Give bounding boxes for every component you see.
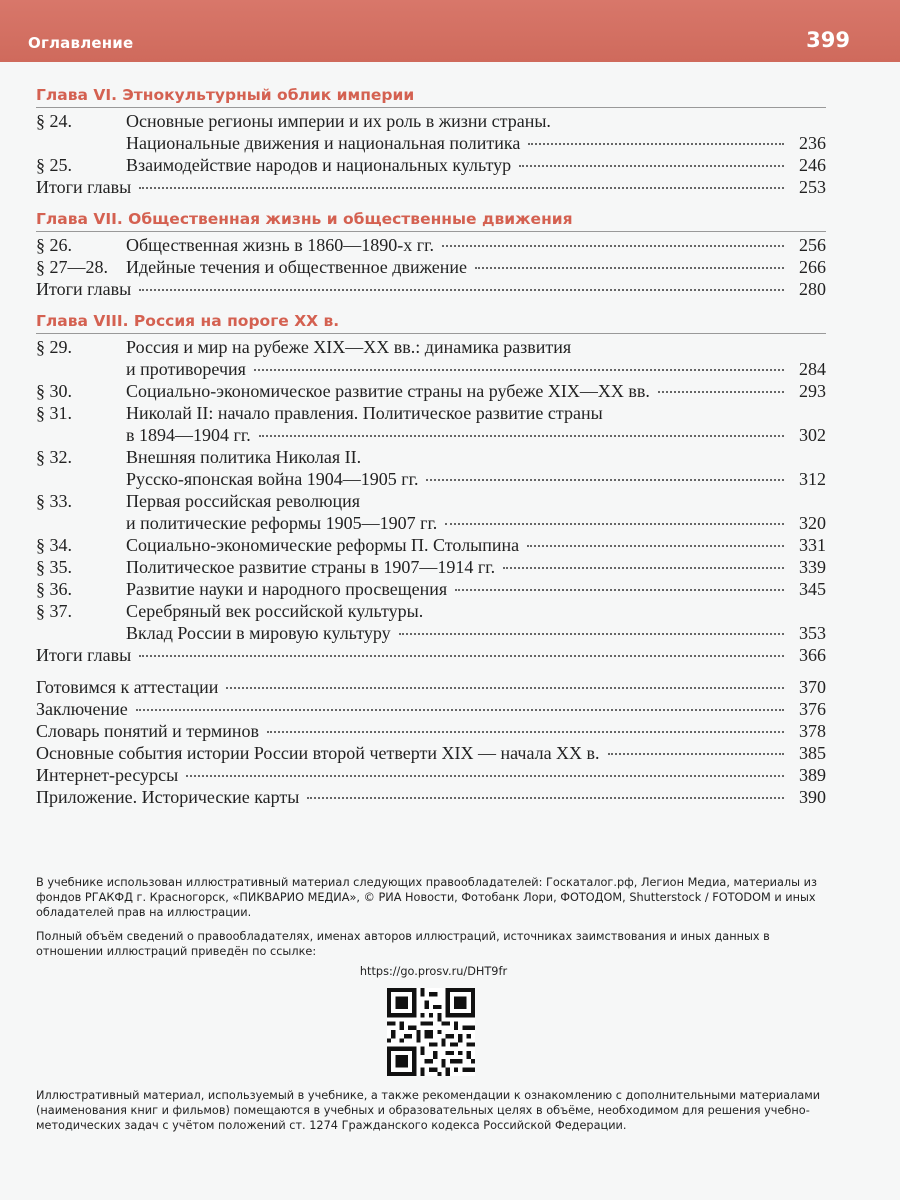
toc-entry-events[interactable]: Основные события истории России второй четверти XIX — начала XX в. 385 bbox=[36, 743, 826, 763]
toc-entry-ch8-summary[interactable]: Итоги главы 366 bbox=[36, 645, 826, 665]
toc-entry-31-cont[interactable]: в 1894—1904 гг. 302 bbox=[126, 425, 826, 445]
toc-entry-conclusion[interactable]: Заключение 376 bbox=[36, 699, 826, 719]
table-of-contents bbox=[36, 86, 826, 808]
credits-paragraph-2: Полный объём сведений о правообладателях, именах авторов иллюстраций, источниках заимствования и иных данных в отношении иллюстраций приведён по ссылке: bbox=[36, 930, 770, 958]
dot-leader bbox=[254, 369, 784, 371]
toc-entry-29[interactable]: § 29. Россия и мир на рубеже XIX—XX вв.: динамика развития bbox=[36, 337, 572, 357]
chapter-6-title: Глава VI. Этнокультурный облик империи bbox=[36, 86, 826, 108]
toc-entry-33[interactable]: § 33. Первая российская революция bbox=[36, 491, 361, 511]
dot-leader bbox=[307, 797, 784, 799]
dot-leader bbox=[608, 753, 784, 755]
toc-entry-34[interactable]: § 34. Социально-экономические реформы П. Столыпина 331 bbox=[36, 535, 826, 555]
image-credits bbox=[36, 875, 831, 979]
toc-entry-35[interactable]: § 35. Политическое развитие страны в 1907—1914 гг. 339 bbox=[36, 557, 826, 577]
dot-leader bbox=[528, 143, 784, 145]
toc-entry-32[interactable]: § 32. Внешняя политика Николая II. bbox=[36, 447, 362, 467]
toc-entry-maps[interactable]: Приложение. Исторические карты 390 bbox=[36, 787, 826, 807]
dot-leader bbox=[136, 709, 784, 711]
dot-leader bbox=[267, 731, 784, 733]
header-title: Оглавление bbox=[28, 34, 134, 52]
toc-entry-37-cont[interactable]: Вклад России в мировую культуру 353 bbox=[126, 623, 826, 643]
toc-entry-36[interactable]: § 36. Развитие науки и народного просвещения 345 bbox=[36, 579, 826, 599]
dot-leader bbox=[426, 479, 784, 481]
toc-entry-32-cont[interactable]: Русско-японская война 1904—1905 гг. 312 bbox=[126, 469, 826, 489]
dot-leader bbox=[455, 589, 784, 591]
toc-entry-24-cont[interactable]: Национальные движения и национальная политика 236 bbox=[126, 133, 826, 153]
dot-leader bbox=[519, 165, 784, 167]
credits-link[interactable]: https://go.prosv.ru/DHT9fr bbox=[359, 965, 508, 978]
dot-leader bbox=[259, 435, 784, 437]
copyright-note: Иллюстративный материал, используемый в учебнике, а также рекомендации к ознакомлению с дополнительными материалами (наименования книг и фильмов) помещаются в учебных и образовательных целях в объёме, необходимом для решения учебно-методических задач с учётом положений ст. 1274 Гражданского кодекса Российской Федерации. bbox=[36, 1089, 821, 1132]
toc-entry-29-cont[interactable]: и противоречия 284 bbox=[126, 359, 826, 379]
header-page-number: 399 bbox=[806, 28, 850, 52]
dot-leader bbox=[503, 567, 784, 569]
toc-entry-37[interactable]: § 37. Серебряный век российской культуры. bbox=[36, 601, 424, 621]
dot-leader bbox=[658, 391, 784, 393]
dot-leader bbox=[527, 545, 784, 547]
chapter-8-title: Глава VIII. Россия на пороге XX в. bbox=[36, 312, 826, 334]
toc-entry-internet[interactable]: Интернет-ресурсы 389 bbox=[36, 765, 826, 785]
dot-leader bbox=[442, 245, 784, 247]
dot-leader bbox=[186, 775, 784, 777]
toc-entry-attestation[interactable]: Готовимся к аттестации 370 bbox=[36, 677, 826, 697]
dot-leader bbox=[445, 523, 784, 525]
dot-leader bbox=[139, 289, 784, 291]
dot-leader bbox=[226, 687, 784, 689]
toc-entry-glossary[interactable]: Словарь понятий и терминов 378 bbox=[36, 721, 826, 741]
toc-entry-ch7-summary[interactable]: Итоги главы 280 bbox=[36, 279, 826, 299]
toc-entry-27-28[interactable]: § 27—28. Идейные течения и общественное движение 266 bbox=[36, 257, 826, 277]
chapter-7-title: Глава VII. Общественная жизнь и общественные движения bbox=[36, 210, 826, 232]
toc-entry-33-cont[interactable]: и политические реформы 1905—1907 гг. 320 bbox=[126, 513, 826, 533]
dot-leader bbox=[139, 187, 784, 189]
toc-entry-30[interactable]: § 30. Социально-экономическое развитие страны на рубеже XIX—XX вв. 293 bbox=[36, 381, 826, 401]
toc-entry-26[interactable]: § 26. Общественная жизнь в 1860—1890-х гг. 256 bbox=[36, 235, 826, 255]
dot-leader bbox=[475, 267, 784, 269]
qr-code-icon[interactable] bbox=[387, 988, 475, 1076]
toc-entry-25[interactable]: § 25. Взаимодействие народов и национальных культур 246 bbox=[36, 155, 826, 175]
toc-entry-31[interactable]: § 31. Николай II: начало правления. Политическое развитие страны bbox=[36, 403, 603, 423]
page-header bbox=[0, 0, 900, 62]
dot-leader bbox=[139, 655, 784, 657]
toc-entry-24[interactable]: § 24. Основные регионы империи и их роль в жизни страны. bbox=[36, 111, 551, 131]
credits-paragraph-1: В учебнике использован иллюстративный материал следующих правообладателей: Госкаталог.рф, Легион Медиа, материалы из фондов РГАКФД г. Красногорск, «ПИКВАРИО МЕДИА», © РИА Новости, Фотобанк Лори, ФОТОДОМ, Shutterstock / FOTODOM и иных обладателей прав на иллюстрации. bbox=[36, 876, 818, 919]
toc-entry-ch6-summary[interactable]: Итоги главы 253 bbox=[36, 177, 826, 197]
dot-leader bbox=[399, 633, 784, 635]
